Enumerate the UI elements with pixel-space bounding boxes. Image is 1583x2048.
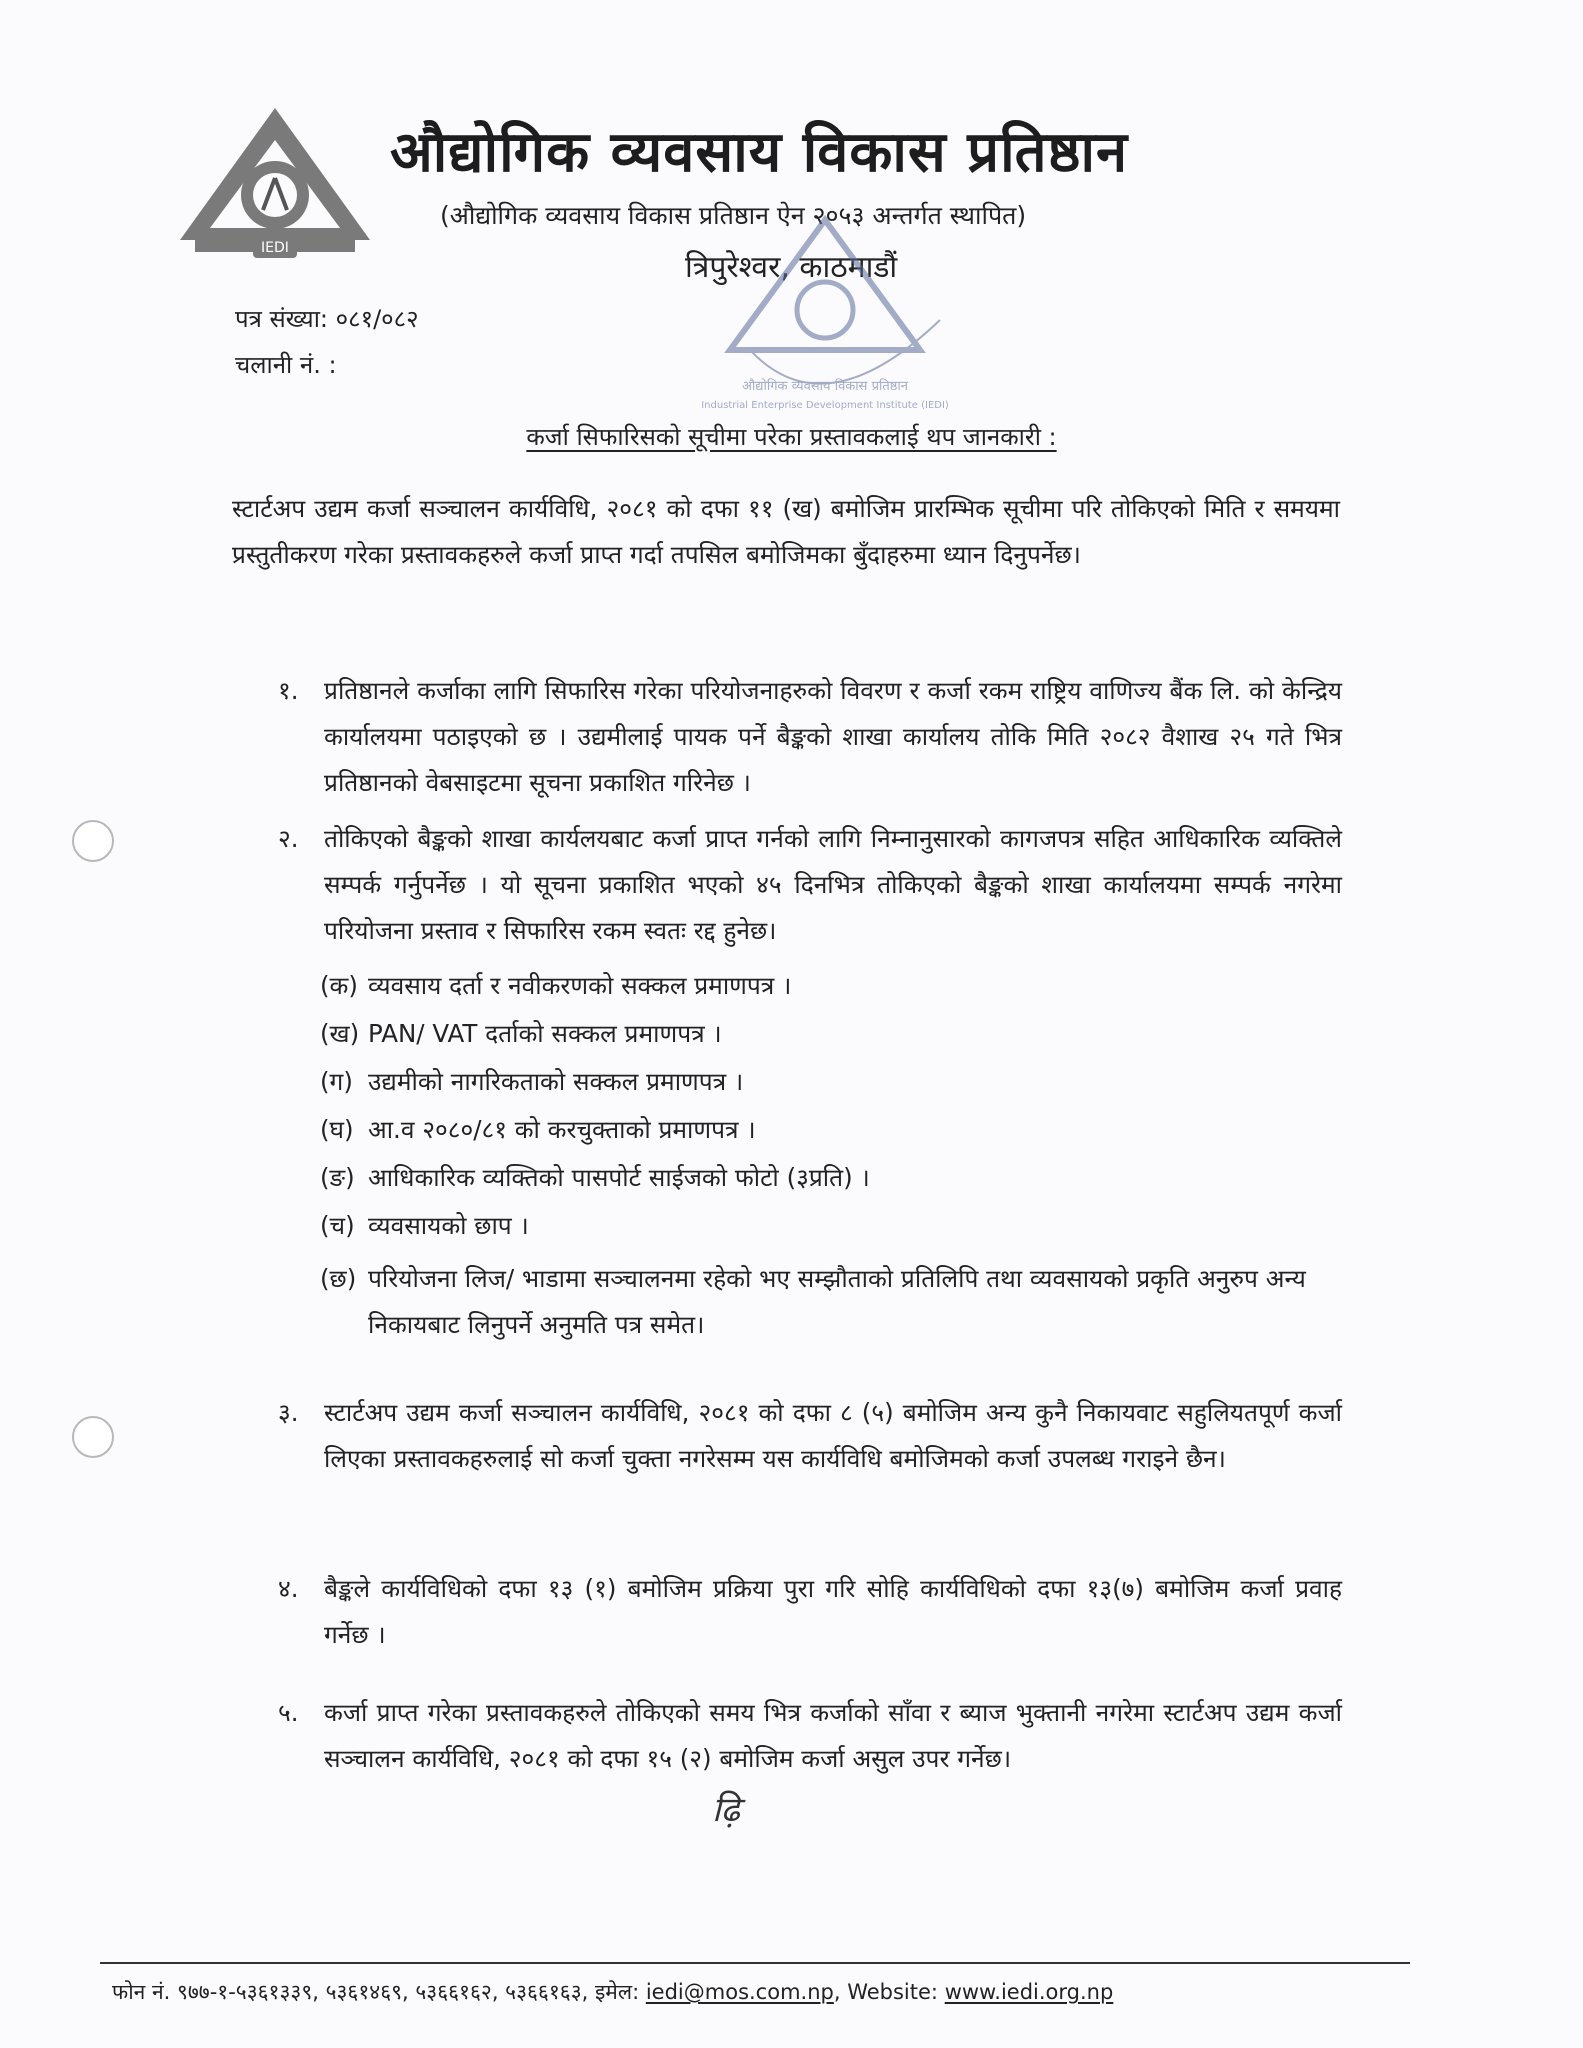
item-text: तोकिएको बैङ्कको शाखा कार्यलयबाट कर्जा प्राप्त गर्नको लागि निम्नानुसारको कागजपत्र सहित आधिकारिक व्यक्तिले सम्पर्क गर्नुपर्नेछ । यो सूचना प्रकाशित भएको ४५ दिनभित्र तोकिएको बैङ्कको शाखा कार्यालयमा सम्पर्क नगरेमा परियोजना प्रस्ताव र सिफारिस रकम स्वतः रद्द हुनेछ। [324,824,1342,945]
handwritten-initial: ढ़ि [712,1790,740,1830]
list-item [278,1566,1342,1658]
item-text: स्टार्टअप उद्यम कर्जा सञ्चालन कार्यविधि, २०८१ को दफा ८ (५) बमोजिम अन्य कुनै निकायवाट सहुलियतपूर्ण कर्जा लिएका प्रस्तावकहरुलाई सो कर्जा चुक्ता नगरेसम्म यस कार्यविधि बमोजिमको कर्जा उपलब्ध गराइने छैन। [324,1398,1342,1473]
footer-contact [112,1978,1113,2006]
organization-subtitle: (औद्योगिक व्यवसाय विकास प्रतिष्ठान ऐन २०५३ अन्तर्गत स्थापित) [440,201,1027,230]
list-item [278,668,1342,806]
notice-heading: कर्जा सिफारिसको सूचीमा परेका प्रस्तावकलाई थप जानकारी : [526,423,1057,451]
item-number: २. [278,824,299,853]
office-stamp [690,200,960,420]
svg-text:IEDI: IEDI [261,240,289,256]
punch-hole [72,1416,114,1458]
svg-text:औद्योगिक व्यवसाय विकास प्रतिष्: औद्योगिक व्यवसाय विकास प्रतिष्ठान [742,379,908,394]
letter-number: पत्र संख्या: ०८१/०८२ [235,305,419,333]
list-item [278,1690,1342,1782]
intro-paragraph: स्टार्टअप उद्यम कर्जा सञ्चालन कार्यविधि, २०८१ को दफा ११ (ख) बमोजिम प्रारम्भिक सूचीमा परि तोकिएको मिति र समयमा प्रस्तुतीकरण गरेका प्रस्तावकहरुले कर्जा प्राप्त गर्दा तपसिल बमोजिमका बुँदाहरुमा ध्यान दिनुपर्नेछ। [232,494,1340,569]
item-text: बैङ्कले कार्यविधिको दफा १३ (१) बमोजिम प्रक्रिया पुरा गरि सोहि कार्यविधिको दफा १३(७) बमोजिम कर्जा प्रवाह गर्नेछ । [324,1574,1342,1649]
document-item: (घ) आ.व २०८०/८१ को करचुक्ताको प्रमाणपत्र । [320,1115,756,1144]
document-item: (क) व्यवसाय दर्ता र नवीकरणको सक्कल प्रमाणपत्र । [320,971,792,1000]
svg-text:Industrial Enterprise Developm: Industrial Enterprise Development Institute (IEDI) [701,400,949,411]
document-item: (च) व्यवसायको छाप । [320,1211,529,1240]
item-number: ३. [278,1398,299,1427]
organization-location: त्रिपुरेश्वर, काठमाडौं [685,250,898,285]
footer-email-link[interactable]: iedi@mos.com.np [645,1980,834,2004]
item-number: १. [278,676,299,705]
footer-phone: फोन नं. ९७७-१-५३६१३३९, ५३६१४६९, ५३६६१६२, ५३६६१६३, इमेल: [112,1980,640,2004]
organization-title: औद्योगिक व्यवसाय विकास प्रतिष्ठान [390,120,1129,185]
item-text: कर्जा प्राप्त गरेका प्रस्तावकहरुले तोकिएको समय भित्र कर्जाको साँवा र ब्याज भुक्तानी नगरेमा स्टार्टअप उद्यम कर्जा सञ्चालन कार्यविधि, २०८१ को दफा १५ (२) बमोजिम कर्जा असुल उपर गर्नेछ। [324,1698,1342,1773]
footer-website-link[interactable]: www.iedi.org.np [944,1980,1114,2004]
document-item: (ग) उद्यमीको नागरिकताको सक्कल प्रमाणपत्र । [320,1067,744,1096]
item-text: प्रतिष्ठानले कर्जाका लागि सिफारिस गरेका परियोजनाहरुको विवरण र कर्जा रकम राष्ट्रिय वाणिज्य बैंक लि. को केन्द्रिय कार्यालयमा पठाइएको छ । उद्यमीलाई पायक पर्ने बैङ्कको शाखा कार्यालय तोकि मिति २०८२ वैशाख २५ गते भित्र प्रतिष्ठानको वेबसाइटमा सूचना प्रकाशित गरिनेछ । [324,676,1342,797]
footer-divider [100,1962,1410,1964]
item-number: ४. [278,1574,299,1603]
iedi-logo [175,100,375,270]
footer-website-label: , Website: [833,1980,938,2004]
list-item [278,816,1342,954]
document-item: (ङ) आधिकारिक व्यक्तिको पासपोर्ट साईजको फोटो (३प्रति) । [320,1163,870,1192]
item-number: ५. [278,1698,299,1727]
list-item [278,1390,1342,1482]
dispatch-number: चलानी नं. : [235,351,337,379]
punch-hole [72,820,114,862]
document-item: (छ) परियोजना लिज/ भाडामा सञ्चालनमा रहेको भए सम्झौताको प्रतिलिपि तथा व्यवसायको प्रकृति अनुरुप अन्य निकायबाट लिनुपर्ने अनुमति पत्र समेत। [320,1264,1306,1339]
document-item: (ख) PAN/ VAT दर्ताको सक्कल प्रमाणपत्र । [320,1019,722,1048]
